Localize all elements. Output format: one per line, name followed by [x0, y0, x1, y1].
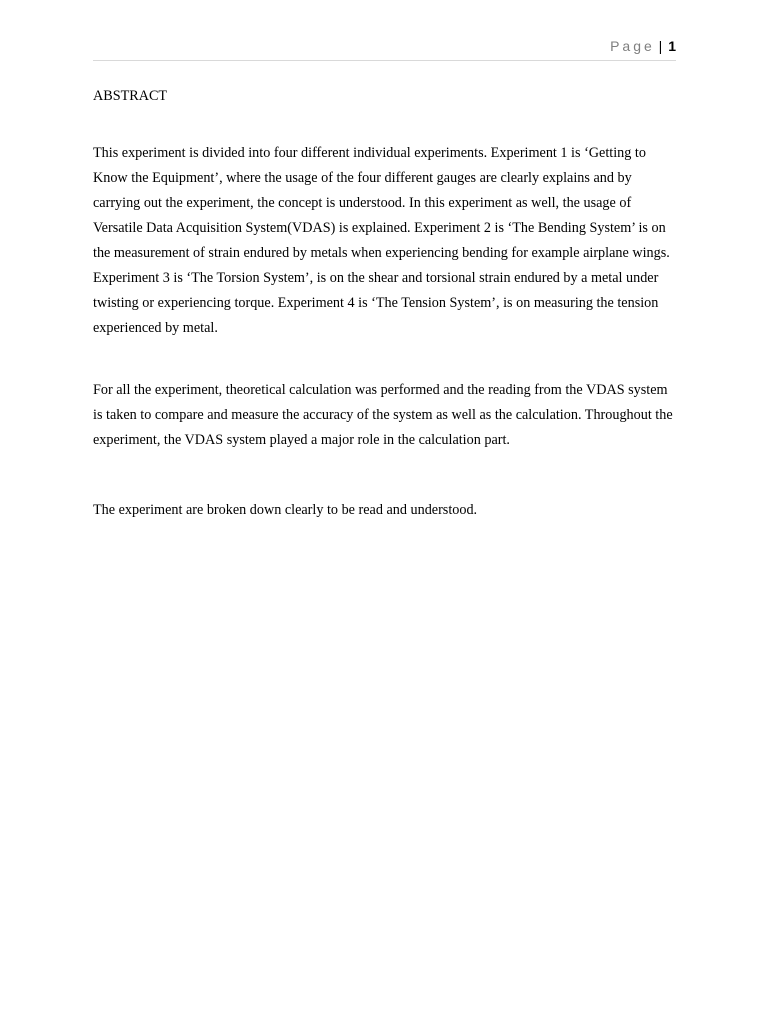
page-number: 1 [668, 38, 676, 54]
abstract-paragraph-3: The experiment are broken down clearly to be read and understood. [93, 502, 478, 518]
abstract-heading: ABSTRACT [93, 88, 168, 104]
page-label: Page [610, 38, 655, 54]
abstract-paragraph-1: This experiment is divided into four different individual experiments. Experiment 1 is ‘Getting to Know the Equipment’, where the usage of the four different gauges are clearly explains and by carrying out the experiment, the concept is understood. In this experiment as well, the usage of Versatile Data Acquisition System(VDAS) is explained. Experiment 2 is ‘The Bending System’ is on the measurement of strain endured by metals when experiencing bending for example airplane wings. Experiment 3 is ‘The Torsion System’, is on the shear and torsional strain endured by a metal under twisting or experiencing torque. Experiment 4 is ‘The Tension System’, is on measuring the tension experienced by metal. [93, 145, 670, 336]
page-separator: | [658, 38, 663, 54]
abstract-paragraph-2: For all the experiment, theoretical calculation was performed and the reading from the VDAS system is taken to compare and measure the accuracy of the system as well as the calculation. Throughout the experiment, the VDAS system played a major role in the calculation part. [93, 382, 673, 448]
page-header [93, 38, 676, 61]
document-body [93, 86, 678, 523]
